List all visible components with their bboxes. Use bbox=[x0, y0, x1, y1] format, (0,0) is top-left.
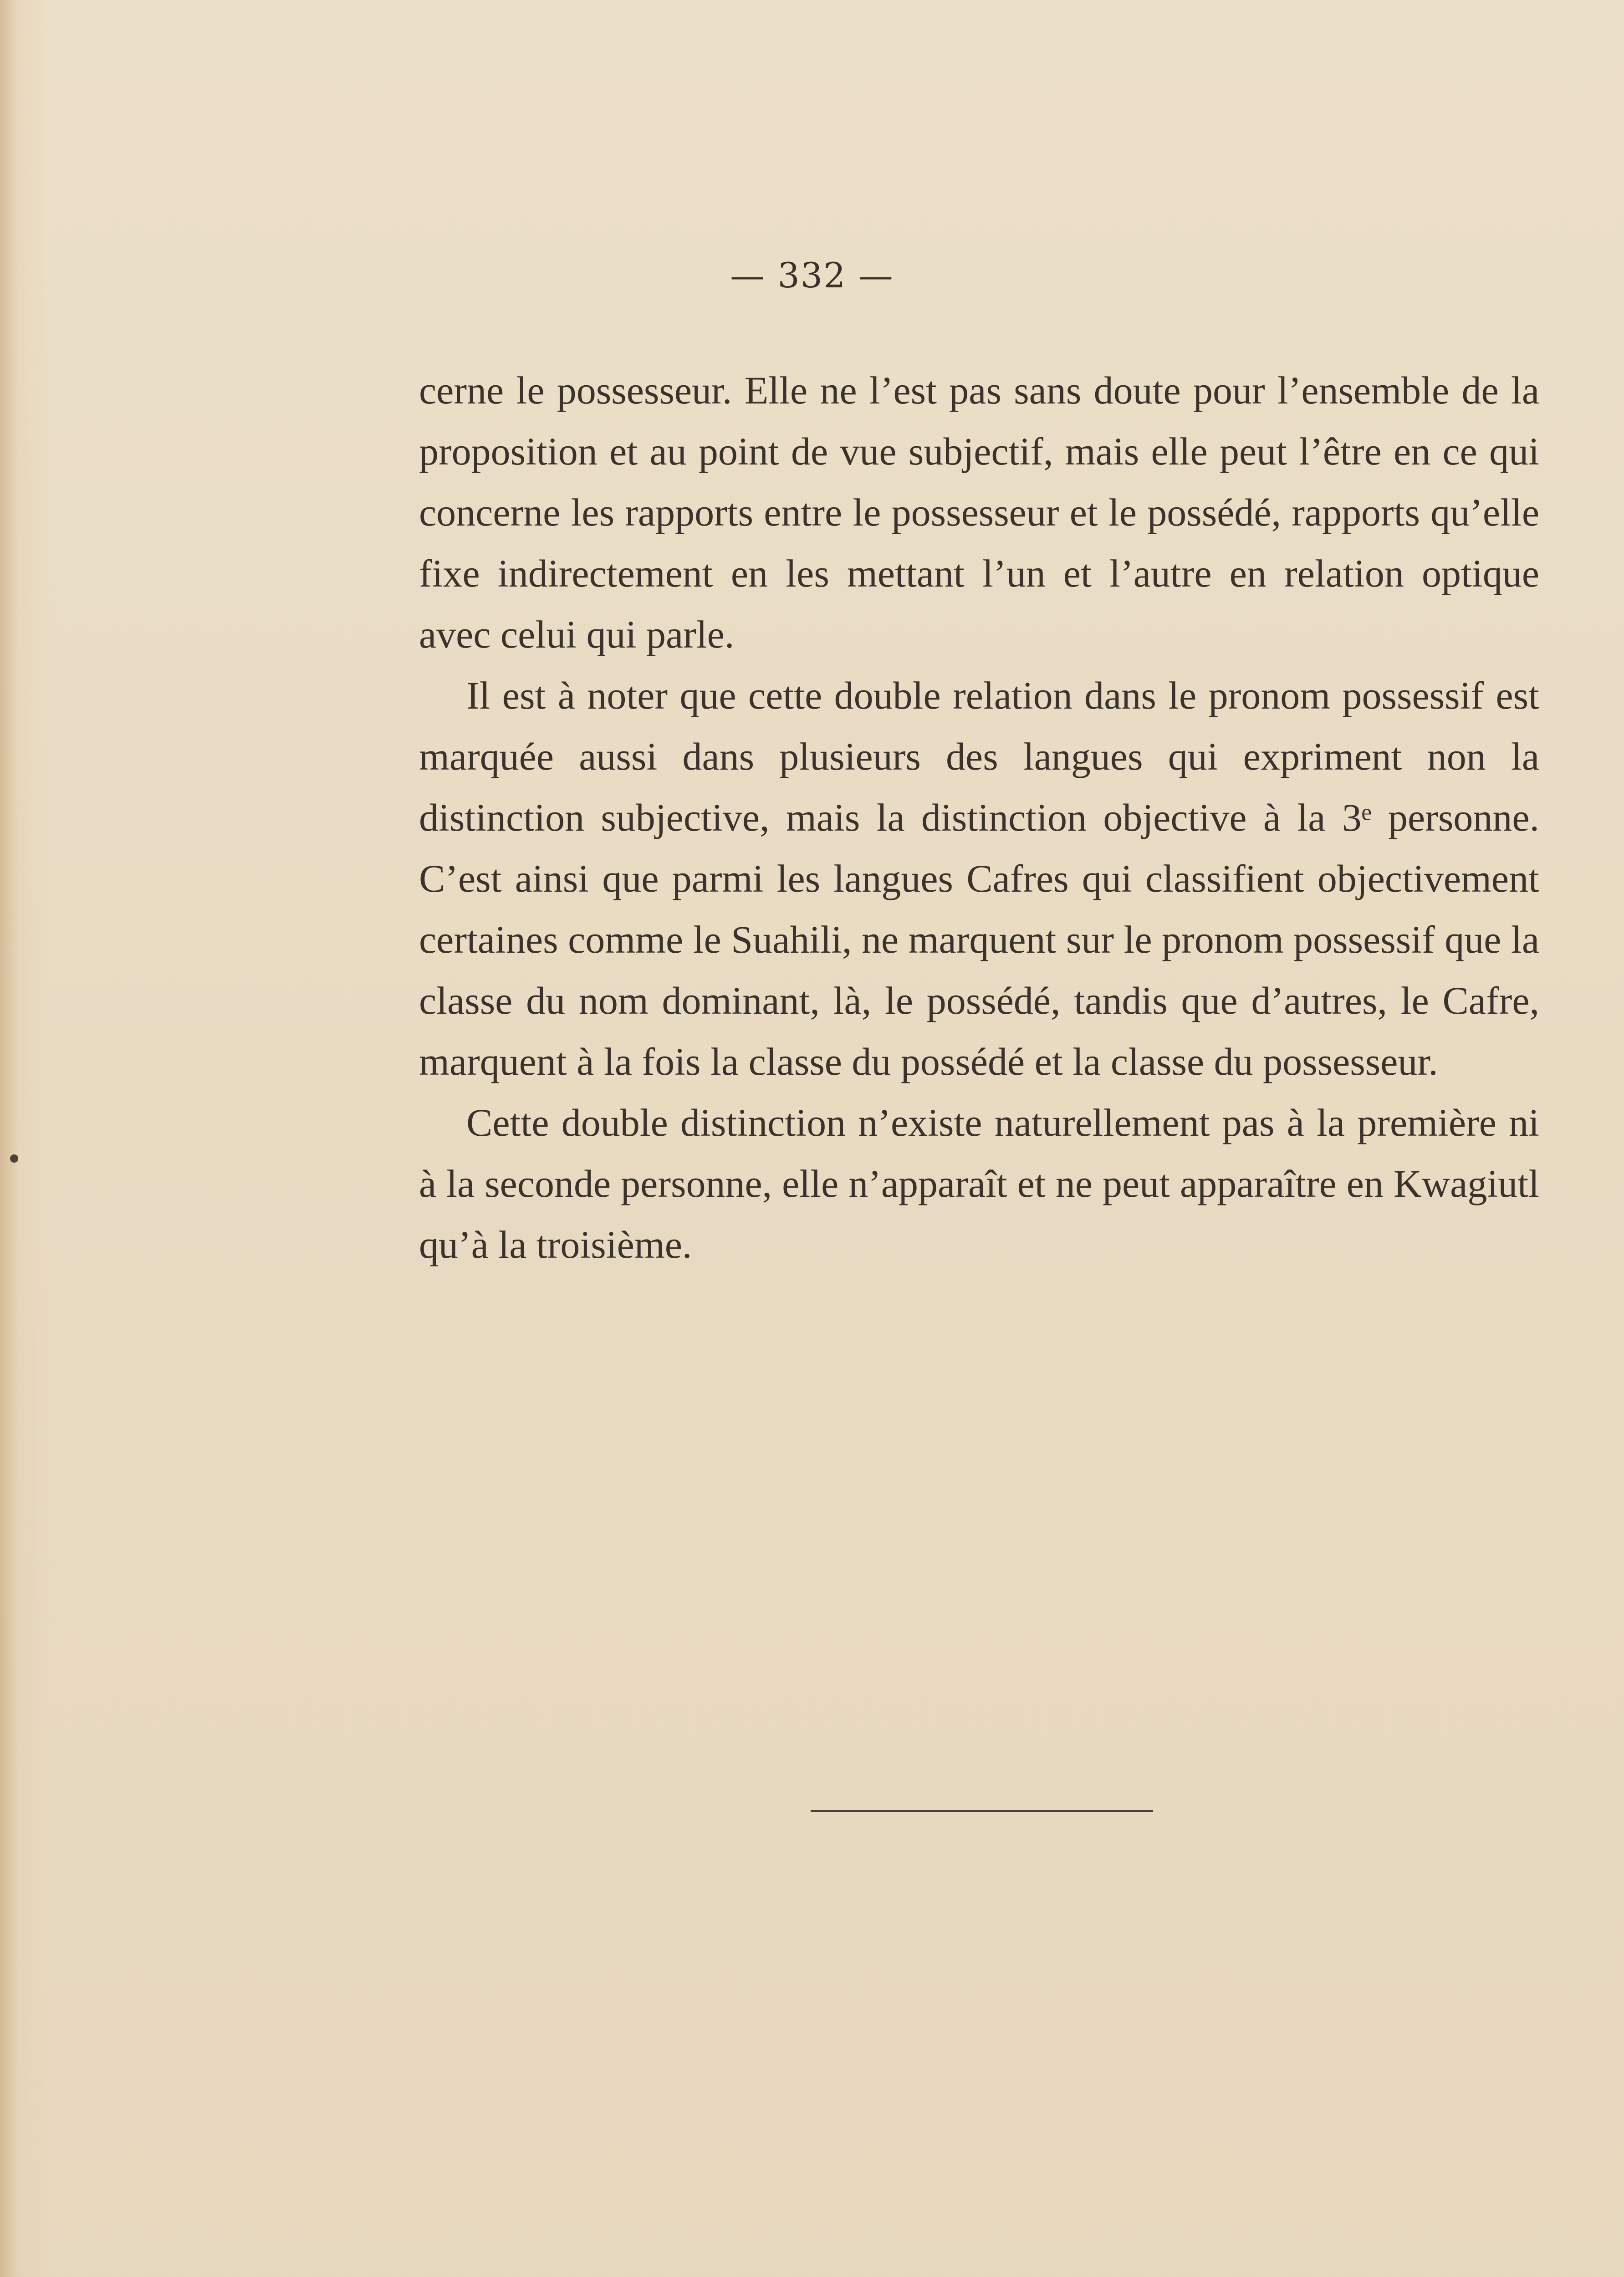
paragraph-1: cerne le possesseur. Elle ne l’est pas sans doute pour l’ensemble de la proposition et au point de vue subjectif, mais elle peut l’être en ce qui concerne les rapports entre le possesseur et le possédé, rapports qu’elle fixe indirectement en les mettant l’un et l’autre en relation optique avec celui qui parle. bbox=[419, 368, 1539, 656]
end-rule bbox=[811, 1810, 1153, 1812]
body-text bbox=[419, 360, 1539, 1275]
paragraph-3: Cette double distinction n’existe naturellement pas à la première ni à la seconde personne, elle n’apparaît et ne peut apparaître en Kwagiutl qu’à la troisième. bbox=[419, 1101, 1539, 1266]
page-number: — 332 — bbox=[730, 255, 894, 296]
ink-spot bbox=[10, 1154, 18, 1163]
paragraph-2: Il est à noter que cette double relation dans le pronom possessif est marquée aussi dans plusieurs des langues qui expriment non la distinction subjective, mais la distinction objective à la 3ᵉ personne. C’est ainsi que parmi les langues Cafres qui classifient objectivement certaines comme le Suahili, ne marquent sur le pronom possessif que la classe du nom dominant, là, le possédé, tandis que d’autres, le Cafre, marquent à la fois la classe du possédé et la classe du possesseur. bbox=[419, 674, 1539, 1083]
